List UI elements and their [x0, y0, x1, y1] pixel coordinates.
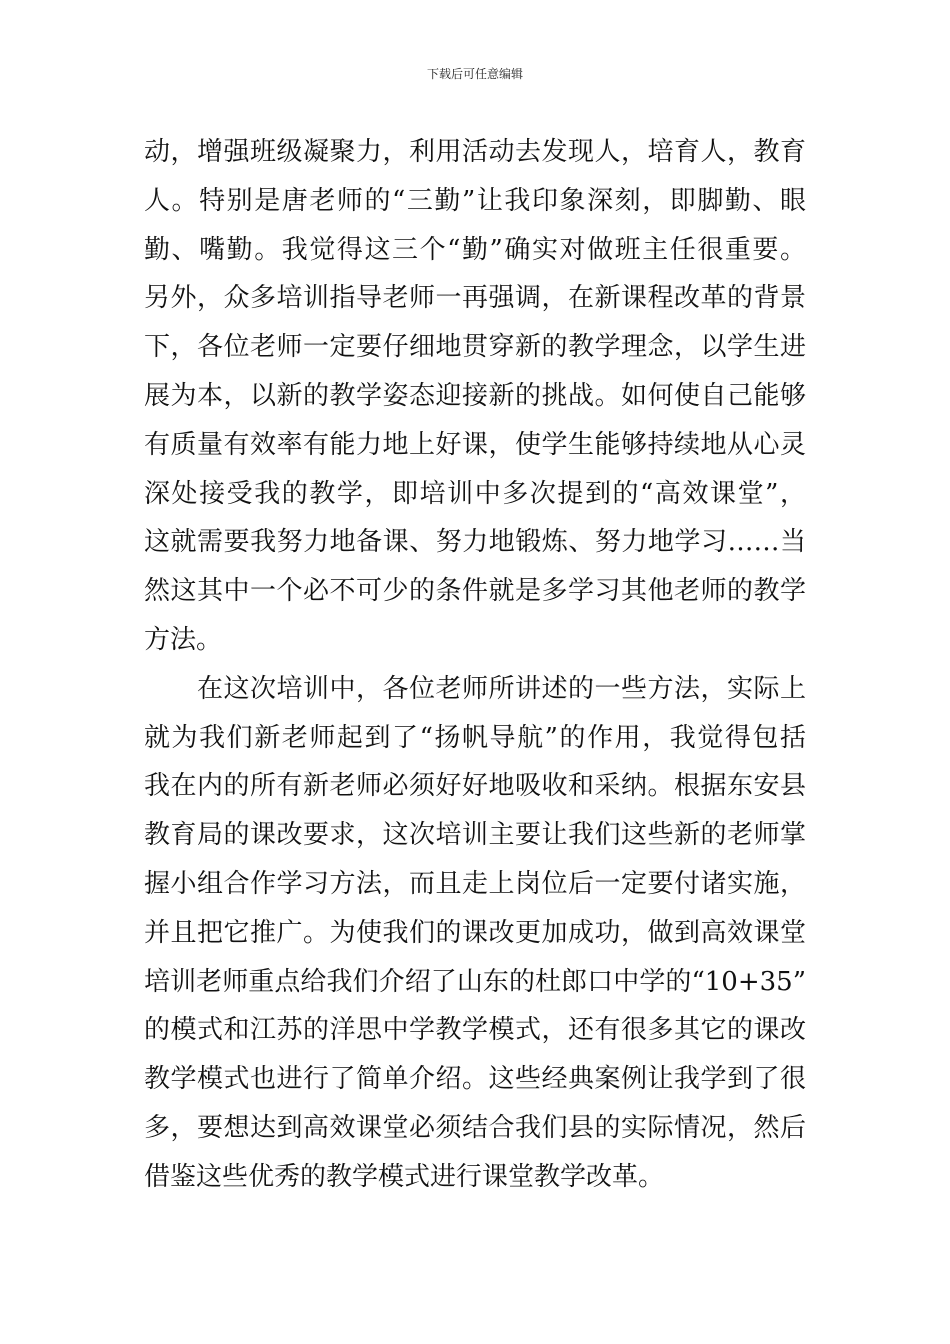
text-line: 勤、嘴勤。我觉得这三个“勤”确实对做班主任很重要。	[144, 234, 806, 265]
text-line: 有质量有效率有能力地上好课，使学生能够持续地从心灵	[144, 429, 806, 460]
text-line: 培训老师重点给我们介绍了山东的杜郎口中学的“10+35”	[144, 966, 806, 997]
text-line: 就为我们新老师起到了“扬帆导航”的作用，我觉得包括	[144, 722, 806, 753]
text-line: 动，增强班级凝聚力，利用活动去发现人，培育人，教育	[144, 137, 806, 167]
text-line: 教学模式也进行了简单介绍。这些经典案例让我学到了很	[144, 1064, 806, 1095]
text-line: 的模式和江苏的洋思中学教学模式，还有很多其它的课改	[144, 1015, 806, 1046]
text-line: 借鉴这些优秀的教学模式进行课堂教学改革。	[144, 1161, 665, 1192]
text-line: 握小组合作学习方法，而且走上岗位后一定要付诸实施，	[144, 868, 806, 899]
text-line: 另外，众多培训指导老师一再强调，在新课程改革的背景	[144, 283, 806, 314]
text-line: 并且把它推广。为使我们的课改更加成功，做到高效课堂	[144, 917, 806, 948]
text-line: 展为本，以新的教学姿态迎接新的挑战。如何使自己能够	[144, 380, 806, 411]
text-line: 然这其中一个必不可少的条件就是多学习其他老师的教学	[144, 576, 806, 607]
text-line: 这就需要我努力地备课、努力地锻炼、努力地学习……当	[144, 527, 806, 558]
page-header-note: 下载后可任意编辑	[426, 67, 523, 81]
text-line: 教育局的课改要求，这次培训主要让我们这些新的老师掌	[144, 820, 806, 851]
text-line: 我在内的所有新老师必须好好地吸收和采纳。根据东安县	[144, 771, 806, 802]
text-line: 人。特别是唐老师的“三勤”让我印象深刻，即脚勤、眼	[144, 185, 806, 216]
text-line: 多，要想达到高效课堂必须结合我们县的实际情况，然后	[144, 1112, 806, 1143]
text-line: 深处接受我的教学，即培训中多次提到的“高效课堂”，	[144, 478, 806, 509]
paragraph-2	[144, 665, 806, 1202]
paragraph-1	[144, 128, 806, 665]
document-body	[144, 128, 806, 1202]
text-line: 下，各位老师一定要仔细地贯穿新的教学理念，以学生进	[144, 332, 806, 363]
text-line: 方法。	[144, 624, 223, 655]
text-line: 在这次培训中，各位老师所讲述的一些方法，实际上	[197, 673, 806, 704]
